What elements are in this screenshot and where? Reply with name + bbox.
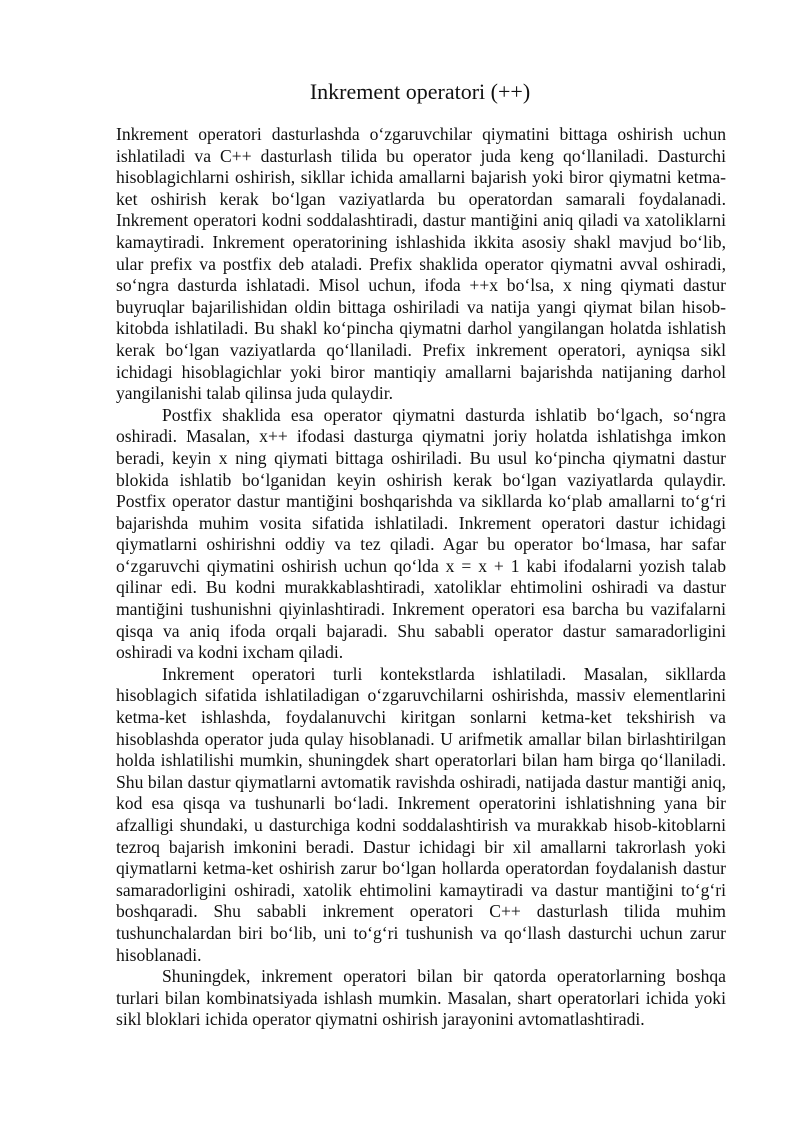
paragraph-4: Shuningdek, inkrement operatori bilan bir qatorda operatorlarning boshqa turlari bilan kombinatsiyada ishlash mumkin. Masalan, shart operatorlari ichida yoki sikl bloklari ichida operator qiymatni oshirish jarayonini avtomatlashtiradi.: [116, 966, 726, 1030]
paragraph-1: Inkrement operatori dasturlashda o‘zgaruvchilar qiymatini bittaga oshirish uchun ishlatiladi va C++ dasturlash tilida bu operator juda keng qo‘llaniladi. Dasturchi hisoblagichlarni oshirish, sikllar ichida amallarni bajarish yoki biror qiymatni ketma-ket oshirish kerak bo‘lgan vaziyatlarda bu operatordan samarali foydalanadi. Inkrement operatori kodni soddalashtiradi, dastur mantiğini aniq qiladi va xatoliklarni kamaytiradi. Inkrement operatorining ishlashida ikkita asosiy shakl mavjud bo‘lib, ular prefix va postfix deb ataladi. Prefix shaklida operator qiymatni avval oshiradi, so‘ngra dasturda ishlatadi. Misol uchun, ifoda ++x bo‘lsa, x ning qiymati dastur buyruqlar bajarilishidan oldin bittaga oshiriladi va natija yangi qiymat bilan hisob-kitobda ishlatiladi. Bu shakl ko‘pincha qiymatni darhol yangilangan holatda ishlatish kerak bo‘lgan vaziyatlarda qo‘llaniladi. Prefix inkrement operatori, ayniqsa sikl ichidagi hisoblagichlar yoki biror mantiqiy amallarni bajarishda natijaning darhol yangilanishi talab qilinsa juda qulaydir.: [116, 124, 726, 404]
paragraph-3: Inkrement operatori turli kontekstlarda ishlatiladi. Masalan, sikllarda hisoblagich sifatida ishlatiladigan o‘zgaruvchilarni oshirishda, massiv elementlarini ketma-ket ishlashda, foydalanuvchi kiritgan sonlarni ketma-ket tekshirish va hisoblashda operator juda qulay hisoblanadi. U arifmetik amallar bilan birlashtirilgan holda ishlatilishi mumkin, shuningdek shart operatorlari bilan ham birga qo‘llaniladi. Shu bilan dastur qiymatlarni avtomatik ravishda oshiradi, natijada dastur mantiği aniq, kod esa qisqa va tushunarli bo‘ladi. Inkrement operatorini ishlatishning yana bir afzalligi shundaki, u dasturchiga kodni soddalashtirish va murakkab hisob-kitoblarni tezroq bajarish imkonini beradi. Dastur ichidagi bir xil amallarni takrorlash yoki qiymatlarni ketma-ket oshirish zarur bo‘lgan hollarda operatordan foydalanish dastur samaradorligini oshiradi, xatolik ehtimolini kamaytiradi va dastur mantiğini to‘g‘ri boshqaradi. Shu sababli inkrement operatori C++ dasturlash tilida muhim tushunchalardan biri bo‘lib, uni to‘g‘ri tushunish va qo‘llash dasturchi uchun zarur hisoblanadi.: [116, 663, 726, 965]
document-body: [116, 124, 726, 1031]
paragraph-2: Postfix shaklida esa operator qiymatni dasturda ishlatib bo‘lgach, so‘ngra oshiradi. Masalan, x++ ifodasi dasturga qiymatni joriy holatda ishlatishga imkon beradi, keyin x ning qiymati bittaga oshiriladi. Bu usul ko‘pincha qiymatni dastur blokida ishlatib bo‘lganidan keyin oshirish kerak bo‘lgan vaziyatlarda qulaydir. Postfix operator dastur mantiğini boshqarishda va sikllarda ko‘plab amallarni to‘g‘ri bajarishda muhim vosita sifatida ishlatiladi. Inkrement operatori dastur ichidagi qiymatlarni oshirishni oddiy va tez qiladi. Agar bu operator bo‘lmasa, har safar o‘zgaruvchi qiymatini oshirish uchun qo‘lda x = x + 1 kabi ifodalarni yozish talab qilinar edi. Bu kodni murakkablashtiradi, xatoliklar ehtimolini oshiradi va dastur mantiğini tushunishni qiyinlashtiradi. Inkrement operatori esa barcha bu vazifalarni qisqa va aniq ifoda orqali bajaradi. Shu sababli operator dastur samaradorligini oshiradi va kodni ixcham qiladi.: [116, 404, 726, 663]
page-title: Inkrement operatori (++): [309, 79, 531, 104]
